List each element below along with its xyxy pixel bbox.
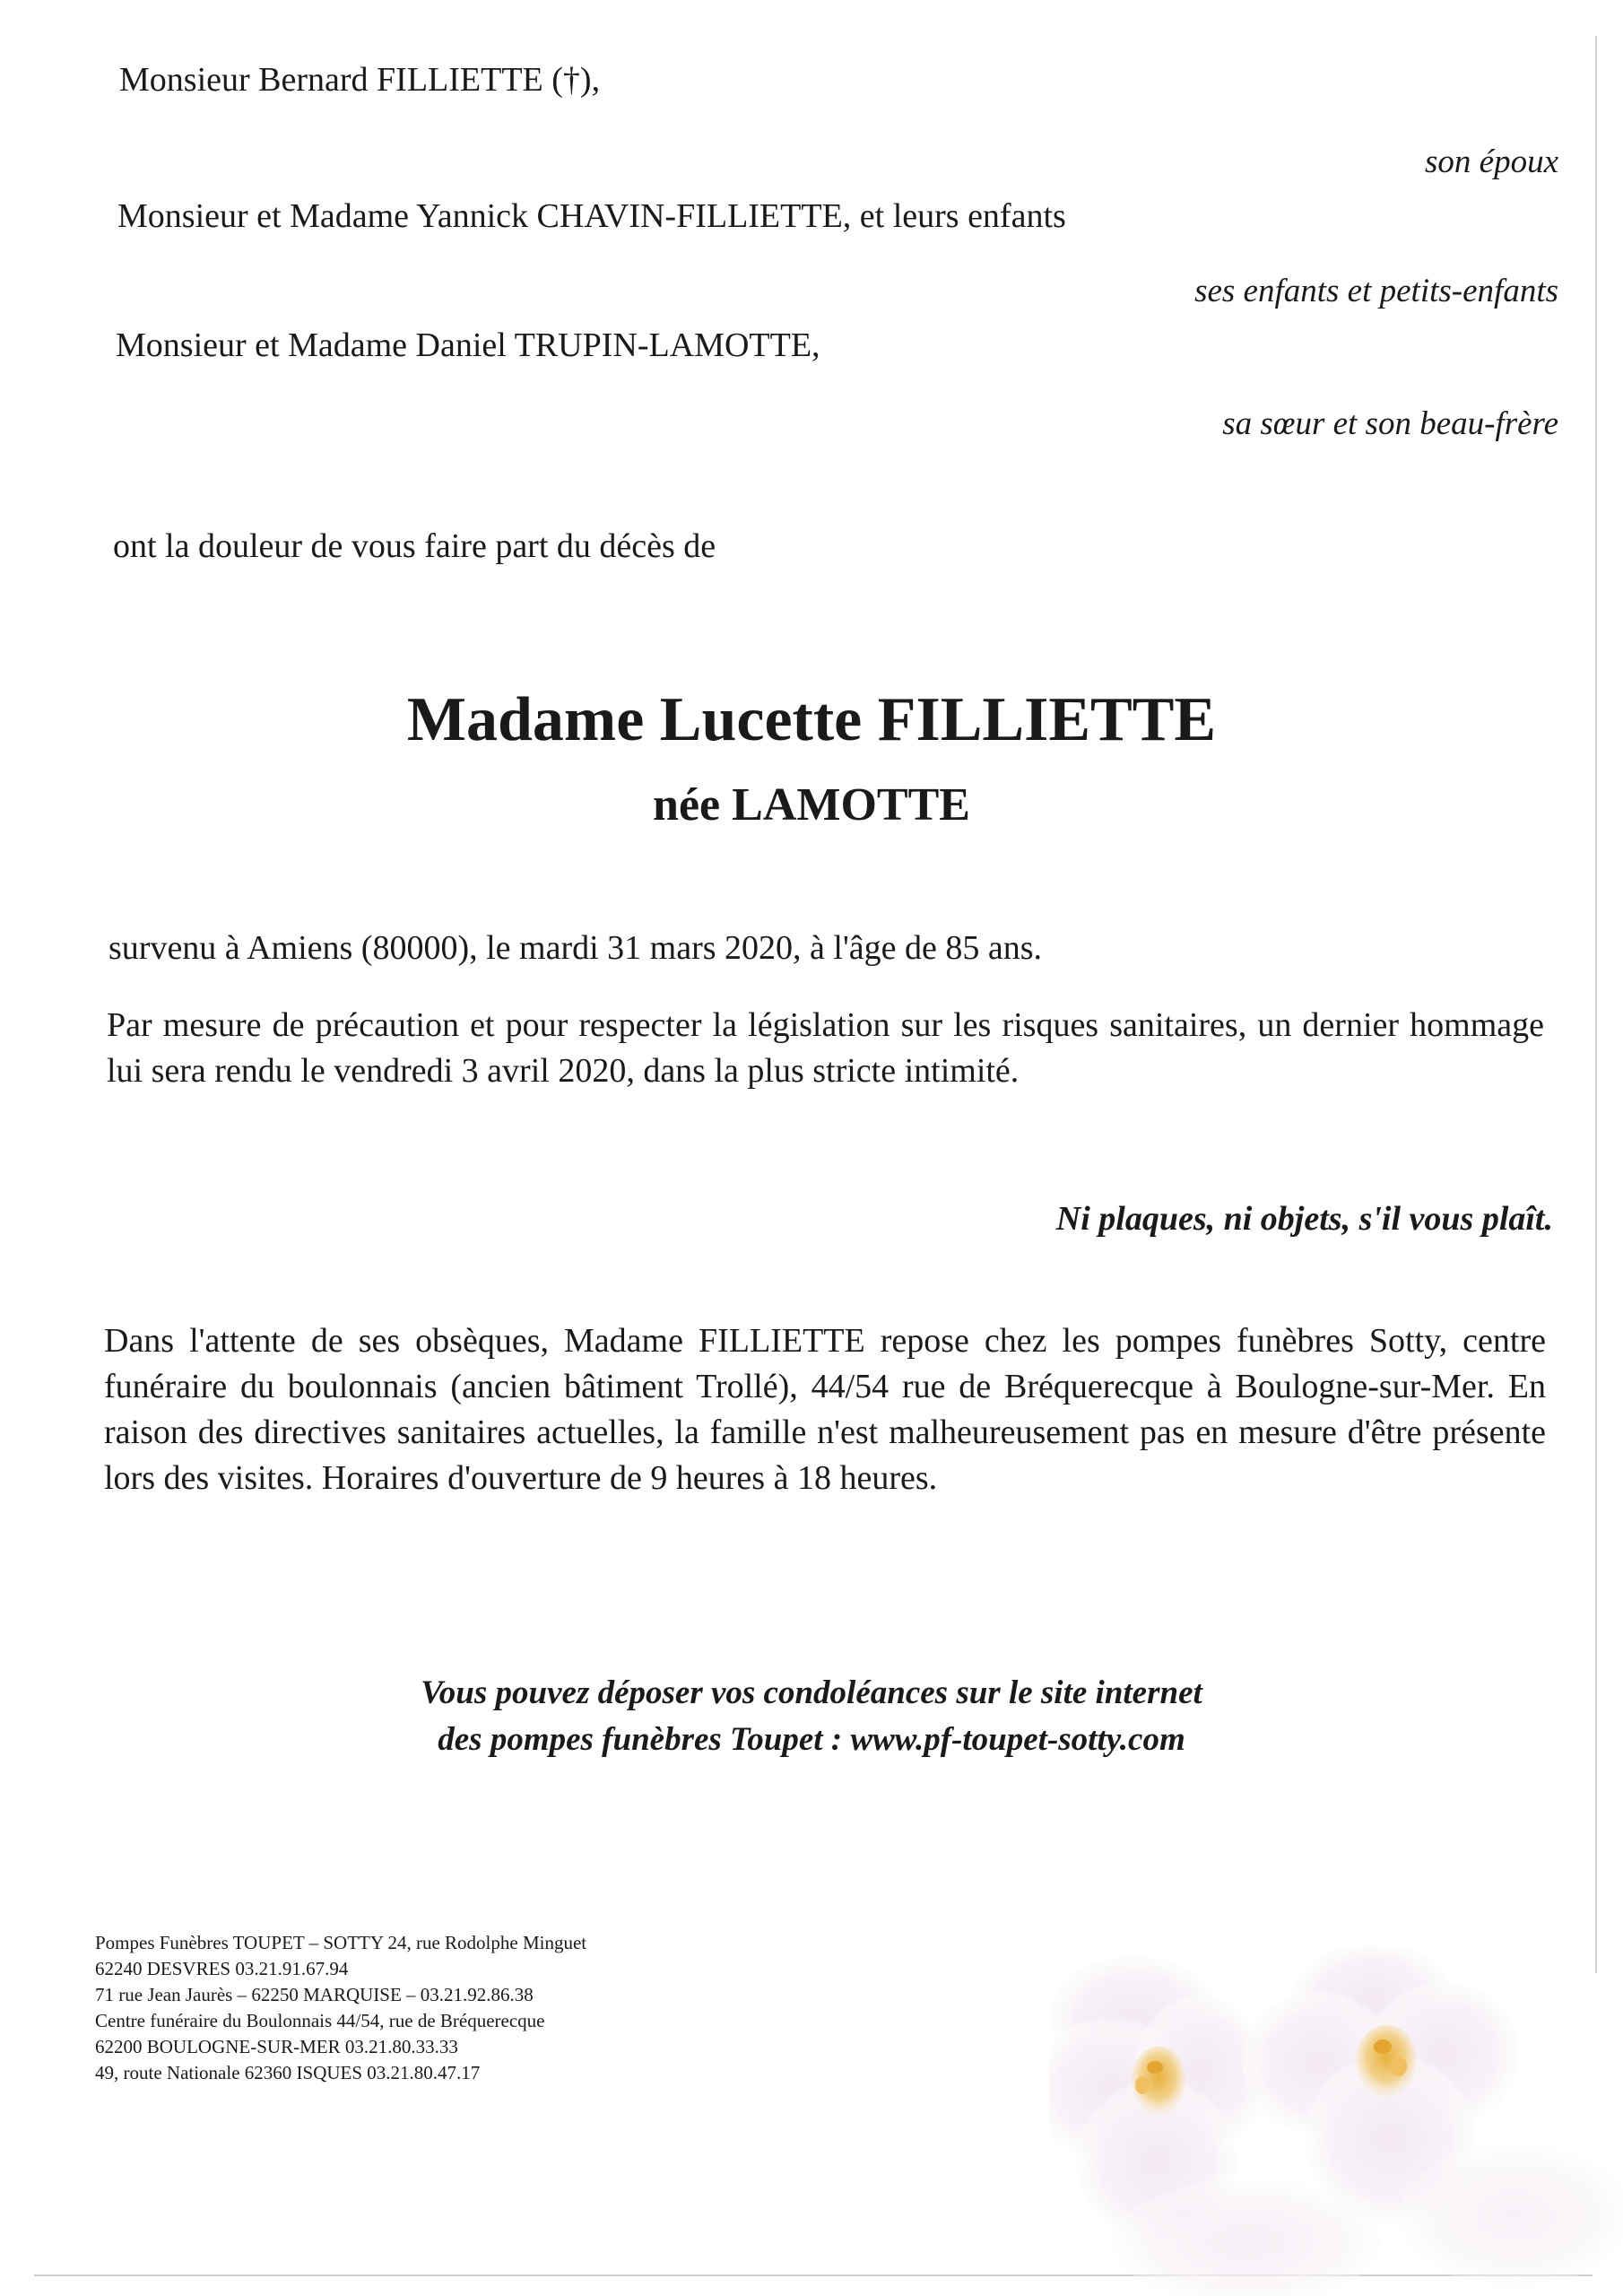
funeral-home-contacts (95, 1930, 586, 2086)
footer-line: 71 rue Jean Jaurès – 62250 MARQUISE – 03.21.92.86.38 (95, 1984, 534, 2005)
condolences-line-2: des pompes funèbres Toupet : www.pf-toupet-sotty.com (438, 1721, 1185, 1758)
footer-line: Centre funéraire du Boulonnais 44/54, rue de Bréquerecque (95, 2010, 545, 2031)
children-line: Monsieur et Madame Yannick CHAVIN-FILLIETTE, et leurs enfants (117, 197, 1066, 235)
ceremony-paragraph: Par mesure de précaution et pour respecter la législation sur les risques sanitaires, un dernier hommage lui sera rendu le vendredi 3 avril 2020, dans la plus stricte intimité. (107, 1006, 1544, 1090)
orchid-flowers-decoration (1049, 1946, 1623, 2296)
deceased-name: Madame Lucette FILLIETTE (406, 685, 1217, 754)
footer-line: 62240 DESVRES 03.21.91.67.94 (95, 1958, 349, 1979)
condolences-line-1: Vous pouvez déposer vos condoléances sur le site internet (421, 1674, 1202, 1711)
announcement: ont la douleur de vous faire part du décès de (113, 527, 716, 565)
footer-line: 62200 BOULOGNE-SUR-MER 03.21.80.33.33 (95, 2036, 458, 2057)
spouse-relation: son époux (1425, 144, 1558, 180)
children-relation: ses enfants et petits-enfants (1194, 273, 1558, 309)
sister-relation: sa sœur et son beau-frère (1222, 405, 1558, 442)
footer-line: 49, route Nationale 62360 ISQUES 03.21.80.47.17 (95, 2062, 481, 2083)
spouse-line: Monsieur Bernard FILLIETTE (†), (119, 61, 601, 99)
footer-line: Pompes Funèbres TOUPET – SOTTY 24, rue Rodolphe Minguet (95, 1932, 587, 1953)
death-details: survenu à Amiens (80000), le mardi 31 mars 2020, à l'âge de 85 ans. (108, 929, 1043, 967)
rest-info-paragraph: Dans l'attente de ses obsèques, Madame FILLIETTE repose chez les pompes funèbres Sotty, centre funéraire du boulonnais (ancien bâtiment Trollé), 44/54 rue de Bréquerecque à Boulogne-sur-Mer. En raison des directives sanitaires actuelles, la famille n'est malheureusement pas en mesure d'être présente lors des visites. Horaires d'ouverture de 9 heures à 18 heures. (104, 1322, 1546, 1497)
maiden-name: née LAMOTTE (653, 779, 970, 831)
no-flowers-note: Ni plaques, ni objets, s'il vous plaît. (1055, 1200, 1553, 1238)
sister-line: Monsieur et Madame Daniel TRUPIN-LAMOTTE, (116, 326, 820, 364)
